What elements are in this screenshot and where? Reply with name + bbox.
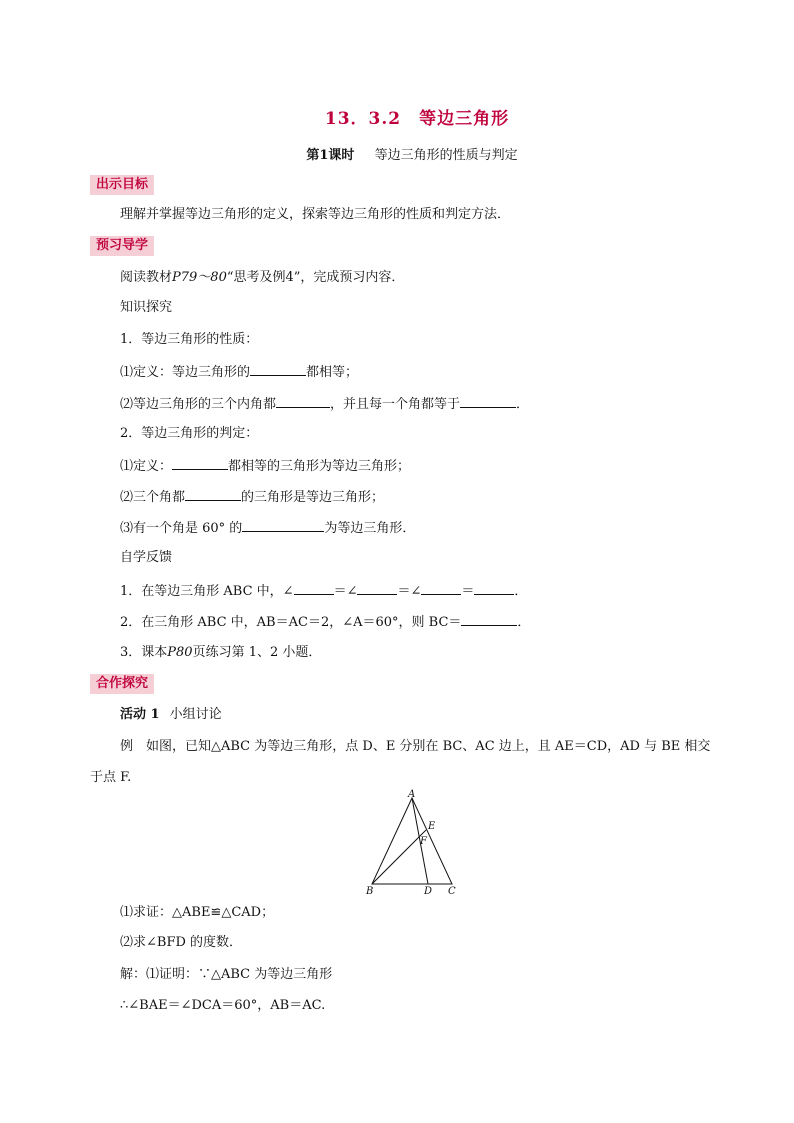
answer-blank[interactable] xyxy=(185,486,241,501)
question-2: ⑵求∠BFD 的度数． xyxy=(120,935,243,950)
page-ref: P80 xyxy=(167,645,193,660)
goal-text: 理解并掌握等边三角形的定义，探索等边三角形的性质和判定方法． xyxy=(120,207,511,222)
answer-blank[interactable] xyxy=(460,393,516,408)
judgement-heading: 2．等边三角形的判定： xyxy=(120,426,259,441)
page-title: 13．3.2 等边三角形 xyxy=(324,109,510,129)
label-c: C xyxy=(448,886,456,897)
section-tag-goal: 出示目标 xyxy=(90,175,154,195)
judgement-3: ⑶有一个角是 60° 的 为等边三角形． xyxy=(120,517,415,539)
example-line-1: 例 如图，已知△ABC 为等边三角形，点 D、E 分别在 BC、AC 边上，且 AE＝CD，AD 与 BE 相交 xyxy=(120,739,711,754)
example-line-2: 于点 F. xyxy=(90,770,132,785)
lesson-number: 第1课时 xyxy=(306,148,355,163)
triangle-abc xyxy=(372,798,452,884)
activity-label: 活动 1 xyxy=(120,707,160,722)
segment-be xyxy=(372,830,426,884)
knowledge-heading: 知识探究 xyxy=(120,300,173,315)
judgement-2: ⑵三个角都 的三角形是等边三角形； xyxy=(120,486,384,508)
activity-heading xyxy=(120,705,222,725)
label-d: D xyxy=(424,886,433,897)
section-tag-cooperate: 合作探究 xyxy=(90,674,154,694)
label-f: F xyxy=(420,836,427,847)
preview-read-line: 阅读教材P79～80“思考及例4”，完成预习内容． xyxy=(120,270,405,285)
answer-blank[interactable] xyxy=(276,393,330,408)
feedback-heading: 自学反馈 xyxy=(120,550,173,565)
feedback-3: 3．课本P80页练习第 1、2 小题． xyxy=(120,645,322,660)
label-e: E xyxy=(428,821,436,832)
feedback-1: 1．在等边三角形 ABC 中，∠ ＝∠ ＝∠ ＝ ． xyxy=(120,580,527,602)
label-b: B xyxy=(366,886,374,897)
answer-blank[interactable] xyxy=(357,580,397,595)
property-heading: 1．等边三角形的性质： xyxy=(120,332,259,347)
question-1: ⑴求证：△ABE≌△CAD； xyxy=(120,905,275,920)
answer-blank[interactable] xyxy=(250,361,306,376)
label-a: A xyxy=(408,789,416,800)
property-1: ⑴定义：等边三角形的 都相等； xyxy=(120,361,358,383)
judgement-1: ⑴定义： 都相等的三角形为等边三角形； xyxy=(120,455,410,477)
answer-blank[interactable] xyxy=(294,580,334,595)
triangle-figure xyxy=(360,788,464,900)
solution-line-2: ∴∠BAE＝∠DCA＝60°，AB＝AC. xyxy=(120,998,326,1013)
page-ref: P79～80 xyxy=(172,270,227,285)
answer-blank[interactable] xyxy=(461,611,517,626)
lesson-title: 等边三角形的性质与判定 xyxy=(374,148,518,163)
property-2: ⑵等边三角形的三个内角都 ，并且每一个角都等于 ． xyxy=(120,393,529,415)
activity-title: 小组讨论 xyxy=(169,707,222,722)
solution-line-1: 解：⑴证明：∵△ABC 为等边三角形 xyxy=(120,967,333,982)
section-tag-preview: 预习导学 xyxy=(90,236,154,256)
feedback-2: 2．在三角形 ABC 中，AB＝AC＝2，∠A＝60°，则 BC＝ ． xyxy=(120,611,530,633)
answer-blank[interactable] xyxy=(421,580,461,595)
lesson-subtitle xyxy=(0,144,794,163)
answer-blank[interactable] xyxy=(474,580,514,595)
answer-blank[interactable] xyxy=(172,455,228,470)
answer-blank[interactable] xyxy=(242,517,324,532)
